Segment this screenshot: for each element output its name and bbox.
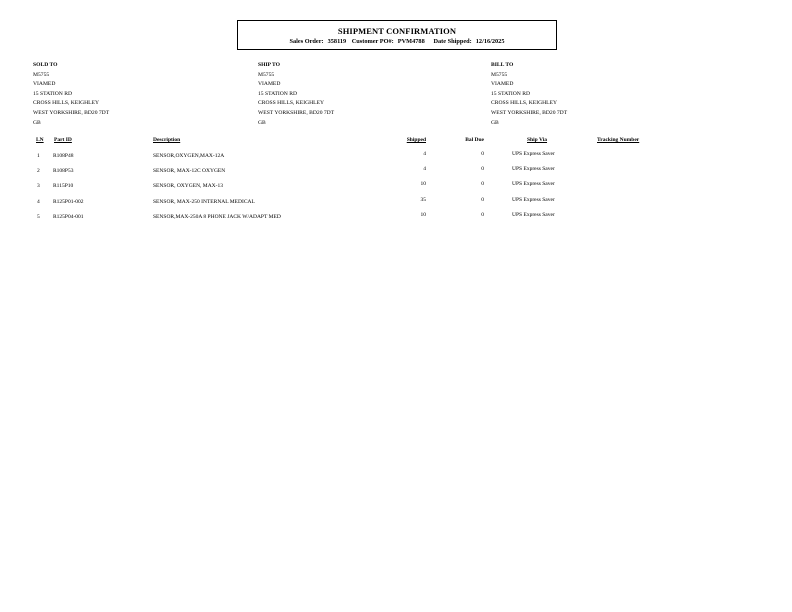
- sold-to-label: SOLD TO: [33, 62, 58, 68]
- col-header-shipped: Shipped: [406, 137, 426, 143]
- address-line: VIAMED: [258, 81, 281, 88]
- bal-due-qty: 0: [481, 151, 484, 157]
- part-id: R108P48: [53, 153, 74, 159]
- line-number: 2: [37, 168, 40, 174]
- line-number: 3: [37, 183, 40, 189]
- address-line: GB: [33, 119, 41, 126]
- address-line: WEST YORKSHIRE, BD20 7DT: [258, 109, 335, 116]
- page-title: SHIPMENT CONFIRMATION: [337, 26, 457, 36]
- bal-due-qty: 0: [481, 166, 484, 172]
- address-line: 15 STATION RD: [258, 90, 298, 97]
- ship-via: UPS Express Saver: [512, 197, 555, 203]
- address-line: CROSS HILLS, KEIGHLEY: [258, 100, 325, 107]
- address-line: GB: [491, 119, 499, 126]
- bill-to-label: BILL TO: [491, 62, 514, 68]
- address-line: CROSS HILLS, KEIGHLEY: [33, 100, 100, 107]
- ship-via: UPS Express Saver: [512, 166, 555, 172]
- shipped-qty: 4: [423, 151, 426, 157]
- col-header-bal-due: Bal Due: [465, 137, 484, 143]
- bal-due-qty: 0: [481, 212, 484, 218]
- line-number: 1: [37, 153, 40, 159]
- address-line: 15 STATION RD: [491, 90, 531, 97]
- ship-via: UPS Express Saver: [512, 181, 555, 187]
- col-header-description: Description: [153, 137, 181, 143]
- shipped-qty: 10: [420, 181, 426, 187]
- customer-po-value: PVM4788: [397, 38, 425, 45]
- ship-via: UPS Express Saver: [512, 151, 555, 157]
- description: SENSOR, OXYGEN, MAX-13: [153, 183, 223, 189]
- address-line: M5755: [491, 71, 508, 78]
- address-line: 15 STATION RD: [33, 90, 73, 97]
- address-line: M5755: [258, 71, 275, 78]
- sales-order-label: Sales Order:: [289, 38, 324, 45]
- order-summary: [238, 38, 556, 45]
- col-header-tracking: Tracking Number: [597, 137, 640, 143]
- sales-order-value: 358119: [327, 38, 347, 45]
- bal-due-qty: 0: [481, 181, 484, 187]
- bill-to-block: [491, 61, 567, 128]
- col-header-part-id: Part ID: [54, 137, 72, 143]
- address-line: GB: [258, 119, 266, 126]
- col-header-ln: LN: [36, 137, 44, 143]
- customer-po-label: Customer PO#:: [351, 38, 394, 45]
- address-line: WEST YORKSHIRE, BD20 7DT: [491, 109, 568, 116]
- title-box: [237, 20, 557, 50]
- shipped-qty: 35: [420, 197, 426, 203]
- address-line: CROSS HILLS, KEIGHLEY: [491, 100, 558, 107]
- description: SENSOR,MAX-250A 8 PHONE JACK W/ADAPT MED: [153, 214, 281, 220]
- address-line: VIAMED: [491, 81, 514, 88]
- part-id: R125P04-001: [53, 214, 84, 220]
- description: SENSOR,OXYGEN,MAX-12A: [153, 153, 225, 159]
- description: SENSOR, MAX-12C OXYGEN: [153, 168, 226, 174]
- ship-to-block: [258, 61, 334, 128]
- line-number: 5: [37, 214, 40, 220]
- ship-via: UPS Express Saver: [512, 212, 555, 218]
- shipped-qty: 4: [423, 166, 426, 172]
- col-header-ship-via: Ship Via: [527, 137, 548, 143]
- sold-to-block: [33, 61, 109, 128]
- shipped-qty: 10: [420, 212, 426, 218]
- description: SENSOR, MAX-250 INTERNAL MEDICAL: [153, 199, 255, 205]
- address-line: WEST YORKSHIRE, BD20 7DT: [33, 109, 110, 116]
- bal-due-qty: 0: [481, 197, 484, 203]
- part-id: R125P01-002: [53, 199, 84, 205]
- address-line: VIAMED: [33, 81, 56, 88]
- part-id: R108P53: [53, 168, 74, 174]
- address-line: M5755: [33, 71, 50, 78]
- part-id: R115P10: [53, 183, 74, 189]
- ship-to-label: SHIP TO: [258, 62, 281, 68]
- date-shipped-value: 12/16/2025: [475, 38, 505, 45]
- line-number: 4: [37, 199, 40, 205]
- date-shipped-label: Date Shipped:: [433, 38, 472, 45]
